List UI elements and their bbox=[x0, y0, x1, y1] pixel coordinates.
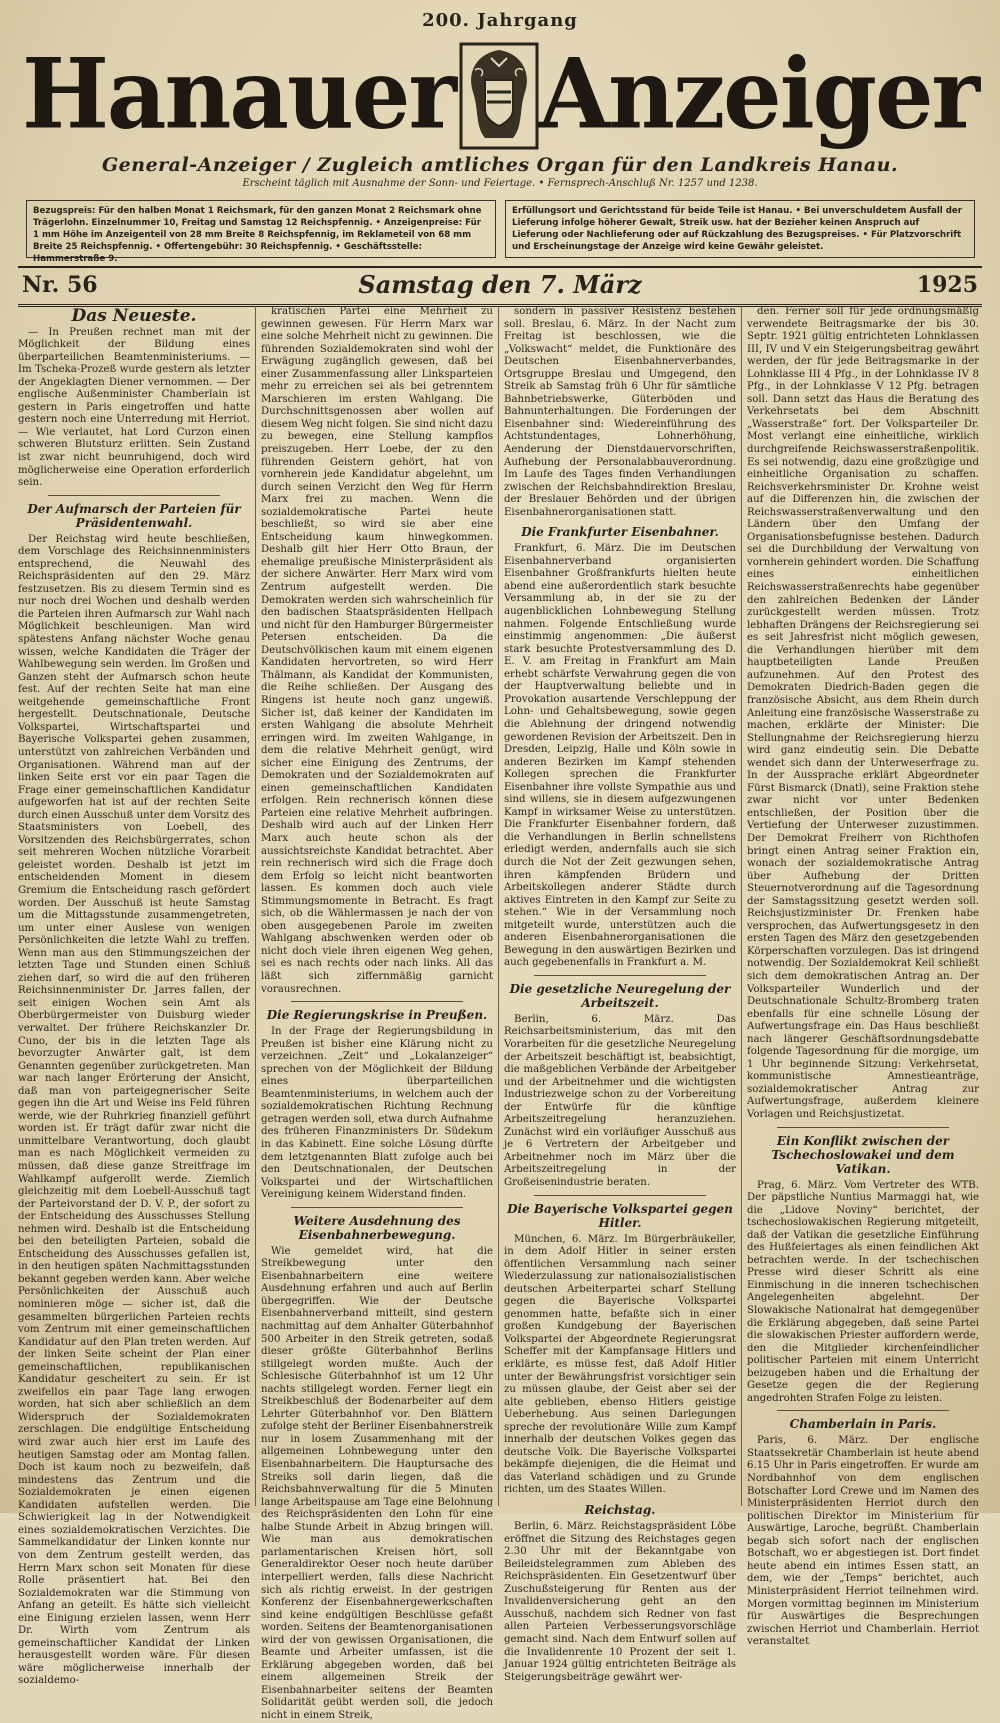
article-headline: Die Regierungskrise in Preußen. bbox=[266, 1008, 488, 1023]
masthead-subline: Erscheint täglich mit Ausnahme der Sonn- und Feiertage. • Fernsprech-Anschluß Nr. 1257 und 1238. bbox=[242, 178, 758, 189]
issue-date: Samstag den 7. März bbox=[358, 270, 642, 299]
divider-rule bbox=[777, 1410, 949, 1411]
coat-of-arms-icon bbox=[455, 40, 543, 152]
news-summary: — In Preußen rechnet man mit der Möglichkeit der Bildung eines überparteilichen Beamtenministeriums. — Im Tscheka-Prozeß wurde gestern als letzter der Angeklagten Diener vernommen. — Der englische Außenminister Chamberlain ist gestern in Paris eingetroffen und hatte gestern noch eine Unterredung mit Herriot. — Wie verlautet, hat Lord Curzon einen schweren Blutsturz erlitten. Sein Zustand ist zwar nicht beunruhigend, doch wird möglicherweise eine Operation erforderlich sein. bbox=[18, 326, 250, 489]
column-divider bbox=[255, 306, 256, 1506]
article-body: sondern in passiver Resistenz bestehen soll. Breslau, 6. März. In der Nacht zum Freitag ist beschlossen, wie die „Volkswacht“ meldet, die Funktionäre des Deutschen Eisenbahnerverbandes, Ortsgruppe Breslau und Umgegend, den Streik ab Samstag früh 6 Uhr für sämtliche Bahnbetriebswerke, Güterböden und Bahnunterhaltungen. Die Forderungen der Eisenbahner sind: Wiedereinführung des Achtstundentages, Lohnerhöhung, Aenderung der Dienstdauervorschriften, Aufhebung der Personalabbauverordnung. Im Laufe des Tages finden Verhandlungen zwischen der Reichsbahndirektion Breslau, der Breslauer Behörden und der übrigen Eisenbahnerorganisationen statt. bbox=[504, 306, 736, 518]
article-headline: Weitere Ausdehnung des Eisenbahnerbewegung. bbox=[293, 1213, 461, 1242]
article-headline: Reichstag. bbox=[584, 1503, 656, 1518]
article-body: den. Ferner soll für jede ordnungsmäßig verwendete Beitragsmarke der bis 30. Septr. 1921 gültig entrichteten Lohnklassen III, IV und V ein Steigerungsbeitrag gewährt werden, der für jede Beitragsmarke in der Lohnklasse III 4 Pfg., in der Lohnklasse IV 8 Pfg., in der Lohnklasse V 12 Pfg. betragen soll. Dann setzt das Haus die Beratung des Verkehrsetats bei dem Abschnitt „Wasserstraße“ fort. Der Volksparteiler Dr. Most verlangt eine einheitliche, wirklich durchgreifende Reichswasserstraßenpolitik. Es sei notwendig, dazu eine großzügige und einheitliche Organisation zu schaffen. Reichsverkehrsminister Dr. Krohne weist auf die Differenzen hin, die zwischen der Reichswasserstraßenverwaltung und den Ländern über den Umfang der Organisationsbefugnisse bestehen. Dadurch sei die Durchbildung der Verwaltung von vornherein gehindert worden. Die Schaffung eines einheitlichen Reichswasserstraßenrechts habe gegenüber den zahlreichen Bedenken der Länder zurückgestellt werden müssen. Trotz lebhaften Drängens der Reichsregierung sei es seit Jahresfrist nicht möglich gewesen, die Verhandlungen hierüber mit dem hauptbeteiligten Lande Preußen aufzunehmen. Auf den Protest des Demokraten Diedrich-Baden gegen die französische Absicht, aus dem Rhein durch Anleitung eine französische Wasserstraße zu machen, erklärte der Minister: Die Stellungnahme der Reichsregierung hierzu wird ganz eindeutig sein. Die Debatte wendet sich dann der Unterweserfrage zu. In der Aussprache erklärt Abgeordneter Fürst Bismarck (Dnatl), seine Fraktion stehe zwar nicht vor unter Bedenken entschließen, der Position über die Vertiefung der Unterweser zuzustimmen. Der Demokrat Freiherr von Richthofen bringt einen Antrag seiner Fraktion ein, wonach der sozialdemokratische Antrag über Aufhebung der Dritten Steuernotverordnung auf die Tagesordnung der Samstagssitzung gesetzt werden soll. Reichsjustizminister Dr. Frenken habe versprochen, das Aufwertungsgesetz in den ersten Tagen des März den gesetzgebenden Körperschaften vorzulegen. Das ist dringend notwendig. Der Sozialdemokrat Keil schließt sich dem demokratischen Antrag an. Der Volksparteiler Wunderlich und der Deutschnationale Schultz-Bromberg traten ebenfalls für eine schnelle Lösung der Aufwertungsfrage ein. Das Haus beschließt nach längerer Geschäftsordnungsdebatte folgende Tagesordnung für die morgige, um 1 Uhr beginnende Sitzung: Verkehrsetat, kommunistische Amnestieanträge, sozialdemokratischer Antrag zur Aufwertungsfrage, außerdem kleinere Vorlagen und Reichsjustizetat. bbox=[747, 306, 979, 1120]
column-2 bbox=[261, 306, 493, 1721]
divider-rule bbox=[777, 1127, 949, 1128]
article-body: Berlin, 6. März. Reichstagspräsident Löbe eröffnet die Sitzung des Reichstages gegen 2.30 Uhr mit der Bekanntgabe von Beileidstelegrammen zum Ableben des Reichspräsidenten. Ein Gesetzentwurf über Zuschußsteigerung für Renten aus der Invalidenversicherung geht an den Ausschuß, nachdem sich Redner von fast allen Parteien Verbesserungsvorschläge gemacht sind. Nach dem Entwurf sollen auf die Invalidenrente 10 Prozent der seit 1. Januar 1924 gültig entrichteten Beiträge als Steigerungsbeiträge gewährt wer- bbox=[504, 1521, 736, 1683]
dateline-bar bbox=[18, 266, 982, 307]
issue-year: 1925 bbox=[916, 272, 978, 298]
article-headline: Die gesetzliche Neuregelung der Arbeitszeit. bbox=[509, 981, 731, 1010]
issue-number: Nr. 56 bbox=[22, 272, 98, 298]
column-1 bbox=[18, 306, 250, 1687]
masthead-title-right: Anzeiger bbox=[538, 37, 978, 151]
column-4 bbox=[747, 306, 979, 1648]
masthead-subtitle: General-Anzeiger / Zugleich amtliches Organ für den Landkreis Hanau. bbox=[101, 154, 899, 176]
divider-rule bbox=[48, 495, 220, 496]
volume-label: 200. Jahrgang bbox=[422, 10, 578, 31]
article-columns bbox=[18, 306, 982, 1721]
article-body: Wie gemeldet wird, hat die Streikbewegung unter den Eisenbahnarbeitern eine weitere Ausdehnung erfahren und auch auf Berlin übergegriffen. Wie der Deutsche Eisenbahnerverband mitteilt, sind gestern nachmittag auf dem Anhalter Güterbahnhof 500 Arbeiter in den Streik getreten, sodaß dieser größte Güterbahnhof Berlins stillgelegt worden mußte. Auch der Schlesische Güterbahnhof ist um 12 Uhr nachts stillgelegt worden. Ferner liegt ein Streikbeschluß der Bodenarbeiter auf dem Lehrter Güterbahnhof vor. Den Blättern zufolge steht der Berliner Eisenbahnerstreik nur in losem Zusammenhang mit der allgemeinen Lohnbewegung unter den Eisenbahnarbeitern. Die Hauptursache des Streiks soll darin liegen, daß die Reichsbahnverwaltung für die 5 Minuten lange Arbeitspause am Tage eine Belohnung des Reichspräsidenten den Lohn für eine halbe Stunde Arbeit in Abzug bringen will. Wie man aus demokratischen parlamentarischen Kreisen hört, soll Generaldirektor Oeser noch heute darüber interpelliert werden, falls diese Nachricht sich als richtig erweist. In der gestrigen Konferenz der Eisenbahnergewerkschaften sind keine endgültigen Beschlüsse gefaßt worden. Seitens der Beamtenorganisationen wird der von gewissen Organisationen, die Beamte und Arbeiter umfassen, ist die Erklärung abgegeben worden, daß bei einem allgemeinen Streik der Eisenbahnarbeiter seitens der Beamten Solidarität geübt werden soll, die jedoch nicht in einem Streik, bbox=[261, 1245, 493, 1721]
article-body: Frankfurt, 6. März. Die im Deutschen Eisenbahnerverband organisierten Eisenbahner Großfrankfurts hielten heute abend eine außerordentlich stark besuchte Versammlung ab, in der sie zu der augenblicklichen Lohnbewegung Stellung nahmen. Folgende Entschließung wurde einstimmig angenommen: „Die äußerst stark besuchte Protestversammlung des D. E. V. am Freitag in Frankfurt am Main erhebt schärfste Verwahrung gegen die von der Hauptverwaltung beliebte und in Provokation ausartende Verschleppung der Lohn- und Gehaltsbewegung, sowie gegen die Ablehnung der dringend notwendig gewordenen Revision der Arbeitszeit. Den in Dresden, Leipzig, Halle und Köln sowie in anderen Bezirken im Kampf stehenden Kollegen sprechen die Frankfurter Eisenbahner ihre vollste Sympathie aus und sind willens, sie in diesem aufgezwungenen Kampf in wirksamer Weise zu unterstützen. Die Frankfurter Eisenbahner fordern, daß die Verhandlungen in Berlin schnellstens erledigt werden, andernfalls auch sie sich durch die Not der Zeit gezwungen sehen, ihren kämpfenden Brüdern und Arbeitskollegen anderer Städte durch aktives Eintreten in den Kampf zur Seite zu stehen.“ Wie in der Versammlung noch mitgeteilt wurde, unterstützen auch die anderen Eisenbahnerorganisationen die Bewegung in den auswärtigen Bezirken und auch gegebenenfalls in Frankfurt a. M. bbox=[504, 543, 736, 969]
column-divider bbox=[741, 306, 742, 1506]
article-headline: Chamberlain in Paris. bbox=[789, 1417, 937, 1432]
divider-rule bbox=[534, 1195, 706, 1196]
article-headline: Die Frankfurter Eisenbahner. bbox=[521, 525, 719, 540]
article-body: In der Frage der Regierungsbildung in Preußen ist bisher eine Klärung nicht zu verzeichnen. „Zeit“ und „Lokalanzeiger“ sprechen von der Möglichkeit der Bildung eines überparteilichen Beamtenministeriums, in welchem auch der sozialdemokratischen Richtung Rechnung getragen werden soll, etwa durch Aufnahme des früheren Finanzministers Dr. Südekum in das Kabinett. Eine solche Lösung dürfte dem letztgenannten Blatt zufolge auch bei den Deutschnationalen, der Deutschen Volkspartei und der Wirtschaftlichen Vereinigung keinem Widerstand finden. bbox=[261, 1026, 493, 1201]
article-body: München, 6. März. Im Bürgerbräukeller, in dem Adolf Hitler in seiner ersten öffentlichen Versammlung nach seiner Wiederzulassung zur nationalsozialistischen deutschen Arbeiterpartei scharf Stellung gegen die Bayerische Volkspartei genommen hatte, befaßte sich in einer großen Kundgebung der Bayerischen Volkspartei der Abgeordnete Regierungsrat Scheffer mit der Kampfansage Hitlers und erklärte, es müsse fest, daß Adolf Hitler unter der Bewährungsfrist vorsichtiger sein zu müssen glaube, der Geist aber sei der alte geblieben, ebenso Hitlers geistige Ueberhebung. Aus seinen Darlegungen spreche der revolutionäre Wille zum Kampf innerhalb der deutschen Volkes gegen das deutsche Volk. Die Bayerische Volkspartei bekämpfe diejenigen, die die Heimat und das Vaterland schädigen und zu Grunde richten, um des Staates Willen. bbox=[504, 1233, 736, 1496]
article-body: Prag, 6. März. Vom Vertreter des WTB. Der päpstliche Nuntius Marmaggi hat, wie die „Lidove Noviny“ berichtet, der tschechoslowakischen Regierung mitgeteilt, daß der Vatikan die gesetzliche Einführung des Hußfeiertages als einen feindlichen Akt betrachten werde. In der tschechischen Presse wird dieser Schritt als eine Einmischung in die inneren tschechischen Angelegenheiten abgelehnt. Der Slowakische Nationalrat hat demgegenüber die Erklärung abgegeben, daß seine Partei die slowakischen Priester auffordern werde, den die Mitglieder kirchenfeindlicher politischer Parteien mit einem Unterricht beizugeben haben und die Erhaltung der Gesetze gegen die der Regierung angedrohten Strafen Folge zu leisten. bbox=[747, 1179, 979, 1404]
divider-rule bbox=[291, 1207, 463, 1208]
column-divider bbox=[498, 306, 499, 1506]
article-body: kratischen Partei eine Mehrheit zu gewinnen gewesen. Für Herrn Marx war eine solche Mehrheit nicht zu gewinnen. Die führenden Sozialdemokraten sind wohl der Erwägung zugänglich gewesen, daß bei einer Zusammenfassung aller Linksparteien mehr zu erreichen sei als bei getrenntem Marschieren im ersten Wahlgang. Die Durchschnittsgenossen aber wollen auf diesem Weg nicht folgen. Sie sind nicht dazu zu bewegen, eine Stellung kampflos preiszugeben. Herr Loebe, der zu den führenden Geistern gehört, hat von vornherein jede Kandidatur abgelehnt, um durch seinen Verzicht den Weg für Herrn Marx frei zu machen. Wenn die sozialdemokratische Partei heute beschließt, so wird sie aber eine Entscheidung kaum hinwegkommen. Deshalb gilt hier Herr Otto Braun, der ehemalige preußische Ministerpräsident als der sichere Anwärter. Herr Marx wird vom Zentrum aufgestellt werden. Die Demokraten werden sich wahrscheinlich für den badischen Staatspräsidenten Hellpach und nicht für den Hamburger Bürgermeister Petersen entscheiden. Da die Deutschvölkischen kaum mit einem eigenen Kandidaten hervortreten, so wird Herr Thälmann, als Kandidat der Kommunisten, die Reihe schließen. Der Ausgang des Ringens ist heute noch ganz ungewiß. Sicher ist, daß keiner der Kandidaten im ersten Wahlgang die absolute Mehrheit erringen wird. Im zweiten Wahlgange, in dem die relative Mehrheit genügt, wird sicher eine Einigung des Zentrums, der Demokraten und der Sozialdemokraten auf einen gemeinschaftlichen Kandidaten erfolgen. Rein rechnerisch können diese Parteien eine relative Mehrheit aufbringen. Deshalb wird auch auf der Linken Herr Marx auch heute schon als der aussichtsreichste Kandidat betrachtet. Aber rein rechnerisch wird sich die Frage doch dem Erfolg so leicht nicht beantworten lassen. Es kommen doch auch viele Stimmungsmomente in Betracht. Es fragt sich, ob die Wählermassen je nach der von oben ausgegebenen Parole im zweiten Wahlgang abschwenken werden oder ob nicht doch viele ihren eigenen Weg gehen, sei es nach rechts oder nach links. All das läßt sich ziffernmäßig garnicht vorausrechnen. bbox=[261, 306, 493, 995]
legal-info-box: Erfüllungsort und Gerichtsstand für beide Teile ist Hanau. • Bei unverschuldetem Ausfall der Lieferung infolge höherer Gewalt, Streik usw. hat der Bezieher keinen Anspruch auf Lieferung oder Nachlieferung oder auf Rückzahlung des Bezugspreises. • Für Platzvorschrift und Erscheinungstage der Anzeige wird keine Gewähr geleistet. bbox=[505, 200, 975, 258]
article-body: Berlin, 6. März. Das Reichsarbeitsministerium, das mit den Vorarbeiten für die gesetzliche Neuregelung der Arbeitszeit beschäftigt ist, beabsichtigt, die maßgeblichen Verbände der Arbeitgeber und der Arbeitnehmer und die wichtigsten Industriezweige schon zu der Vorbereitung der Entwürfe für die künftige Arbeitszeitregelung heranzuziehen. Zunächst wird ein vorläufiger Ausschuß aus je 6 Vertretern der Arbeitgeber und Arbeitnehmer noch im März über die Arbeitszeitregelung in der Großeisenindustrie beraten. bbox=[504, 1013, 736, 1188]
masthead bbox=[18, 34, 982, 154]
article-headline: Der Aufmarsch der Parteien für Präsidentenwahl. bbox=[27, 501, 241, 530]
article-headline: Die Bayerische Volkspartei gegen Hitler. bbox=[507, 1201, 733, 1230]
article-body: Paris, 6. März. Der englische Staatssekretär Chamberlain ist heute abend 6.15 Uhr in Paris eingetroffen. Er wurde am Nordbahnhof von dem englischen Botschafter Lord Crewe und im Namen des Ministerpräsidenten Herriot durch den politischen Direktor im Ministerium für Auswärtige, Laroche, begrüßt. Chamberlain begab sich sofort nach der englischen Botschaft, wo er abgestiegen ist. Dort findet heute abend ein intimes Essen statt, an dem, wie der „Temps“ berichtet, auch Ministerpräsident Herriot teilnehmen wird. Morgen vormittag beginnen im Ministerium für Auswärtiges die Besprechungen zwischen Herriot und Chamberlain. Herriot veranstaltet bbox=[747, 1435, 979, 1648]
news-headline: Das Neueste. bbox=[71, 306, 197, 326]
article-body: Der Reichstag wird heute beschließen, dem Vorschlage des Reichsinnenministers entsprechend, die Neuwahl des Reichspräsidenten auf den 29. März festzusetzen. Bis zu diesem Termin sind es nur noch drei Wochen und deshalb werden die Parteien ihren Aufmarsch zur Wahl nach Möglichkeit beschleunigen. Man wird spätestens Anfang nächster Woche genau wissen, welche Kandidaten die Träger der Wahlbewegung sein werden. Im Großen und Ganzen steht der Aufmarsch schon heute fest. Auf der rechten Seite hat man eine weitgehende gemeinschaftliche Front hergestellt. Deutschnationale, Deutsche Volkspartei, Wirtschaftspartei und Bayerische Volkspartei gehen zusammen, unterstützt von zahlreichen Verbänden und Organisationen. Während man auf der linken Seite erst vor ein paar Tagen die Frage einer gemeinschaftlichen Kandidatur aufgeworfen hat ist auf der rechten Seite durch einen Ausschuß unter dem Vorsitz des Staatsministers von Loebell, des Vorsitzenden des Reichsbürgerrates, schon seit mehreren Wochen nützliche Vorarbeit geleistet worden. Deshalb ist jetzt im entscheidenden Moment in diesem Gremium die Entscheidung rasch gefördert worden. Der Ausschuß ist heute Samstag um die Mittagsstunde zusammengetreten, um unter einer Auslese von wenigen Persönlichkeiten die letzte Wahl zu treffen. Wenn man aus den Stimmungszeichen der letzten Tage und Stunden einen Schluß ziehen darf, so wird die auf den früheren Reichsinnenminister Dr. Jarres fallen, der seit einigen Wochen sein Amt als Oberbürgermeister von Duisburg wieder verwaltet. Der frühere Reichskanzler Dr. Cuno, der bis in die letzten Tage als bevorzugter Anwärter galt, ist dem Genannten gegenüber zurückgetreten. Man war nach langer Erörterung der Ansicht, daß man von parteigegnerischer Seite gegen ihn die Art und Weise ins Feld führen werde, wie der Ruhrkrieg finanziell geführt worden ist. Er trägt dafür zwar nicht die unmittelbare Verantwortung, doch glaubt man es nach Möglichkeit vermeiden zu müssen, daß diese ganze Streitfrage im Wahlkampf aufgerollt werde. Ziemlich gleichzeitig mit dem Loebell-Ausschuß tagt der Parteivorstand der D. V. P., der sofort zu der Entscheidung des Ausschusses Stellung nehmen wird. Deshalb ist die Entscheidung bei den beteiligten Parteien, sobald die Entscheidung des Ausschusses gefallen ist, in den heutigen späten Nachmittagsstunden bekannt gegeben werden kann. Aber welche Persönlichkeiten der Ausschuß auch nominieren möge — sicher ist, daß die gesammelten bürgerlichen Parteien rechts vom Zentrum mit einer gemeinschaftlichen Kandidatur auf den Plan treten werden. Auf der linken Seite scheint der Plan einer gemeinschaftlichen, republikanischen Kandidatur gescheitert zu sein. Er ist zweifellos ein paar Tage lang erwogen worden, hat sich aber schließlich an dem Widerspruch der Sozialdemokraten zerschlagen. Die endgültige Entscheidung wird zwar auch hier erst im Laufe des heutigen Samstag oder am Montag fallen. Doch ist kaum noch zu bezweifeln, daß mindestens das Zentrum und die Sozialdemokraten je einen eigenen Kandidaten aufstellen werden. Die Schwierigkeit lag in der Notwendigkeit eines sozialdemokratischen Verzichtes. Die Sammelkandidatur der Linken konnte nur von dem Zentrum gestellt werden, das Herrn Marx schon seit Monaten für diese Rolle präsentiert hat. Bei den Sozialdemokraten war die Stimmung von Anfang an geteilt. Es hätte sich vielleicht eine Einigung erzielen lassen, wenn Herr Dr. Wirth vom Zentrum als gemeinschaftlicher Kandidat der Linken herausgestellt worden wäre. Für diesen wäre möglicherweise innerhalb der sozialdemo- bbox=[18, 533, 250, 1687]
divider-rule bbox=[291, 1001, 463, 1002]
column-3 bbox=[504, 306, 736, 1683]
divider-rule bbox=[534, 975, 706, 976]
article-headline: Ein Konflikt zwischen der Tschechoslowakei und dem Vatikan. bbox=[771, 1133, 955, 1176]
masthead-title-left: Hanauer bbox=[22, 37, 455, 151]
subscription-info-box: Bezugspreis: Für den halben Monat 1 Reichsmark, für den ganzen Monat 2 Reichsmark ohne Trägerlohn. Einzelnummer 10, Freitag und Samstag 12 Reichspfennig. • Anzeigenpreise: Für 1 mm Höhe im Anzeigenteil von 28 mm Breite 8 Reichspfennig, im Reklameteil von 68 mm Breite 25 Reichspfennig. • Offertengebühr: 30 Reichspfennig. • Geschäftsstelle: Hammerstraße 9. bbox=[26, 200, 496, 258]
